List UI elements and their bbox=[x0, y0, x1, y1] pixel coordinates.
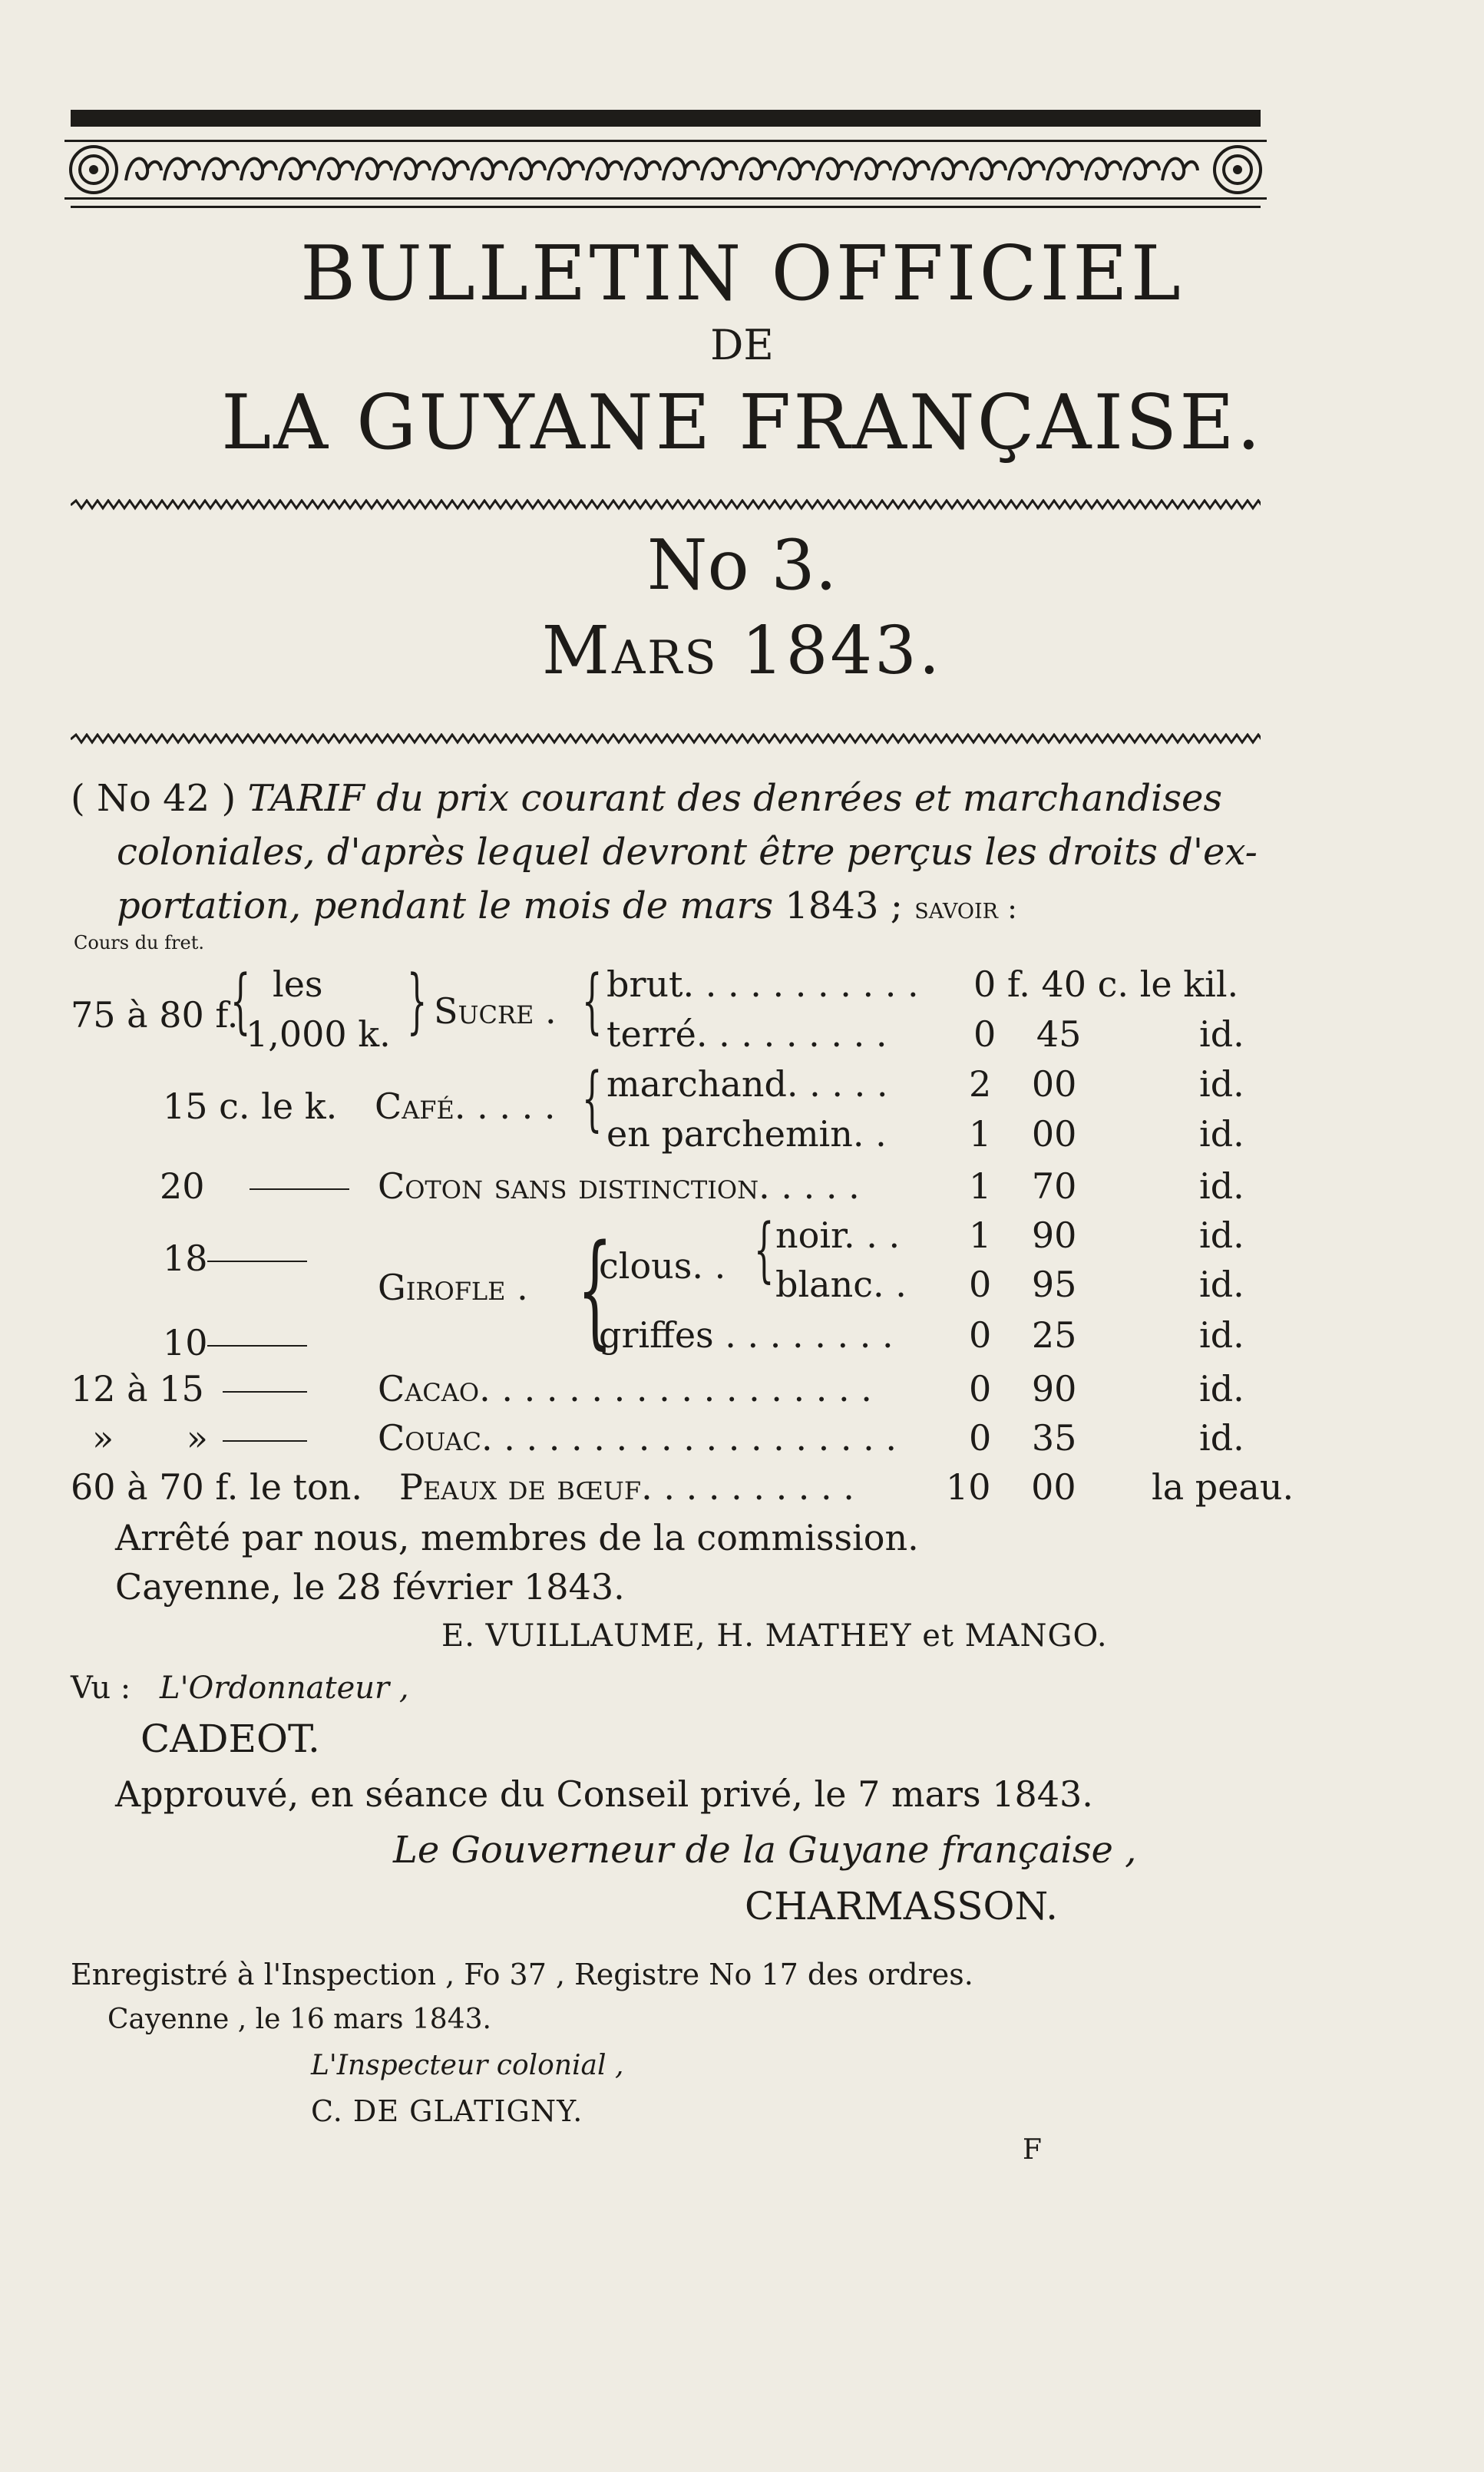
cacao-unit: id. bbox=[1199, 1368, 1244, 1410]
sucre-brace-2: } bbox=[407, 960, 428, 1042]
peaux-freight: 60 à 70 f. le ton. bbox=[71, 1466, 362, 1508]
sucre-brut-label: brut. . . . . . . . . . . bbox=[606, 963, 919, 1005]
glatigny-signature: C. DE GLATIGNY. bbox=[311, 2094, 583, 2128]
girofle-label: Girofle . bbox=[378, 1267, 528, 1308]
cacao-label-text: Cacao. . . . . . . . . . . . . . . . . . bbox=[378, 1368, 872, 1410]
cafe-parchemin-label: en parchemin. . bbox=[606, 1113, 887, 1155]
cafe-parchemin-price: 1 00 bbox=[969, 1113, 1077, 1155]
girofle-blanc-label: blanc. . bbox=[775, 1264, 907, 1305]
girofle-brace: { bbox=[577, 1218, 613, 1361]
cafe-parchemin-unit: id. bbox=[1199, 1113, 1244, 1155]
vu-label: Vu : bbox=[71, 1671, 131, 1706]
cayenne-registration-date: Cayenne , le 16 mars 1843. bbox=[107, 2004, 491, 2035]
bulletin-title: BULLETIN OFFICIEL bbox=[300, 230, 1184, 318]
girofle-dash-1 bbox=[207, 1238, 307, 1279]
tariff-intro-savoir: savoir : bbox=[914, 891, 1017, 925]
sucre-unit-2: 1,000 k. bbox=[246, 1013, 391, 1055]
girofle-noir-label: noir. . . bbox=[775, 1215, 901, 1256]
cacao-price: 0 90 bbox=[969, 1368, 1077, 1410]
ordonnateur-title: L'Ordonnateur , bbox=[160, 1671, 409, 1706]
zigzag-rule-top bbox=[71, 499, 1261, 511]
peaux-unit: la peau. bbox=[1152, 1466, 1294, 1508]
girofle-freight-2: 10 bbox=[163, 1322, 208, 1363]
commission-members: E. VUILLAUME, H. MATHEY et MANGO. bbox=[441, 1618, 1108, 1654]
sucre-terre-label: terré. . . . . . . . . bbox=[606, 1013, 887, 1055]
tariff-number: ( No 42 ) bbox=[71, 777, 236, 820]
tariff-intro-line3: portation, pendant le mois de mars bbox=[117, 884, 774, 927]
cacao-dash bbox=[223, 1368, 307, 1410]
tariff-intro-year: 1843 ; bbox=[785, 884, 903, 927]
gouverneur-title: Le Gouverneur de la Guyane française , bbox=[393, 1829, 1137, 1872]
couac-unit: id. bbox=[1199, 1417, 1244, 1459]
signature-mark: F bbox=[1023, 2134, 1042, 2166]
cacao-freight: 12 à 15 bbox=[71, 1368, 204, 1410]
cayenne-date: Cayenne, le 28 février 1843. bbox=[115, 1566, 625, 1608]
girofle-griffes-label: griffes . . . . . . . . bbox=[599, 1314, 894, 1356]
peaux-label-text: Peaux de bœuf. . . . . . . . . . bbox=[399, 1466, 854, 1508]
girofle-griffes-unit: id. bbox=[1199, 1314, 1244, 1356]
sucre-unit-1: les bbox=[273, 963, 323, 1005]
girofle-blanc-unit: id. bbox=[1199, 1264, 1244, 1305]
girofle-noir-price: 1 90 bbox=[969, 1215, 1077, 1256]
tariff-intro bbox=[71, 772, 1258, 935]
arrete-line: Arrêté par nous, membres de la commission. bbox=[115, 1517, 919, 1558]
cafe-label: Café. . . . . bbox=[375, 1086, 556, 1127]
cadeot-signature: CADEOT. bbox=[140, 1717, 320, 1761]
coton-label-text: Coton sans distinction. . . . . bbox=[378, 1165, 860, 1207]
sucre-terre-unit: id. bbox=[1199, 1013, 1244, 1055]
enregistre-line: Enregistré à l'Inspection , Fo 37 , Registre No 17 des ordres. bbox=[71, 1958, 973, 1991]
inspecteur-title: L'Inspecteur colonial , bbox=[311, 2050, 624, 2081]
coton-dash bbox=[250, 1165, 349, 1207]
couac-dash bbox=[223, 1417, 307, 1459]
sucre-brace-3: { bbox=[582, 960, 603, 1042]
issue-number: No 3. bbox=[646, 525, 838, 606]
approuve-line: Approuvé, en séance du Conseil privé, le 7 mars 1843. bbox=[115, 1773, 1093, 1815]
charmasson-signature: CHARMASSON. bbox=[745, 1884, 1058, 1928]
sucre-brut-price: 0 f. 40 c. le kil. bbox=[973, 963, 1239, 1005]
girofle-dash-2 bbox=[207, 1322, 307, 1363]
header-thick-rule bbox=[71, 110, 1261, 127]
girofle-noir-unit: id. bbox=[1199, 1215, 1244, 1256]
girofle-clous-brace: { bbox=[754, 1208, 775, 1291]
tariff-intro-line2: coloniales, d'après lequel devront être perçus les droits d'ex- bbox=[117, 831, 1258, 874]
bulletin-title-guyane: LA GUYANE FRANÇAISE. bbox=[221, 379, 1263, 467]
header-thin-rule bbox=[71, 206, 1261, 208]
zigzag-rule-bottom bbox=[71, 733, 1261, 745]
girofle-clous-label: clous. . bbox=[599, 1245, 726, 1287]
couac-price: 0 35 bbox=[969, 1417, 1077, 1459]
bulletin-title-de: DE bbox=[710, 321, 774, 369]
cacao-label bbox=[378, 1368, 872, 1410]
cafe-marchand-unit: id. bbox=[1199, 1063, 1244, 1105]
coton-label bbox=[378, 1165, 860, 1207]
couac-freight: » » bbox=[92, 1417, 208, 1459]
coton-unit: id. bbox=[1199, 1165, 1244, 1207]
sucre-terre-price: 0 45 bbox=[973, 1013, 1082, 1055]
coton-price: 1 70 bbox=[969, 1165, 1077, 1207]
girofle-blanc-price: 0 95 bbox=[969, 1264, 1077, 1305]
issue-month bbox=[0, 613, 1484, 689]
sucre-label: Sucre . bbox=[434, 990, 557, 1032]
ornamental-band-icon bbox=[64, 138, 1267, 201]
girofle-freight-1: 18 bbox=[163, 1238, 208, 1279]
peaux-label bbox=[399, 1466, 854, 1508]
tariff-intro-line1: TARIF du prix courant des denrées et marchandises bbox=[247, 777, 1222, 820]
sucre-brace-1: { bbox=[230, 960, 251, 1042]
peaux-price: 10 00 bbox=[946, 1466, 1076, 1508]
couac-label bbox=[378, 1417, 897, 1459]
cafe-marchand-price: 2 00 bbox=[969, 1063, 1077, 1105]
cafe-marchand-label: marchand. . . . . bbox=[606, 1063, 888, 1105]
freight-column-header: Cours du fret. bbox=[74, 932, 204, 953]
cafe-brace: { bbox=[582, 1057, 603, 1139]
coton-freight: 20 bbox=[160, 1165, 205, 1207]
issue-month-text: Mars 1843. bbox=[541, 613, 943, 689]
cafe-freight: 15 c. le k. bbox=[163, 1086, 338, 1127]
couac-label-text: Couac. . . . . . . . . . . . . . . . . . . bbox=[378, 1417, 897, 1459]
sucre-freight: 75 à 80 f. bbox=[71, 994, 239, 1036]
girofle-griffes-price: 0 25 bbox=[969, 1314, 1077, 1356]
